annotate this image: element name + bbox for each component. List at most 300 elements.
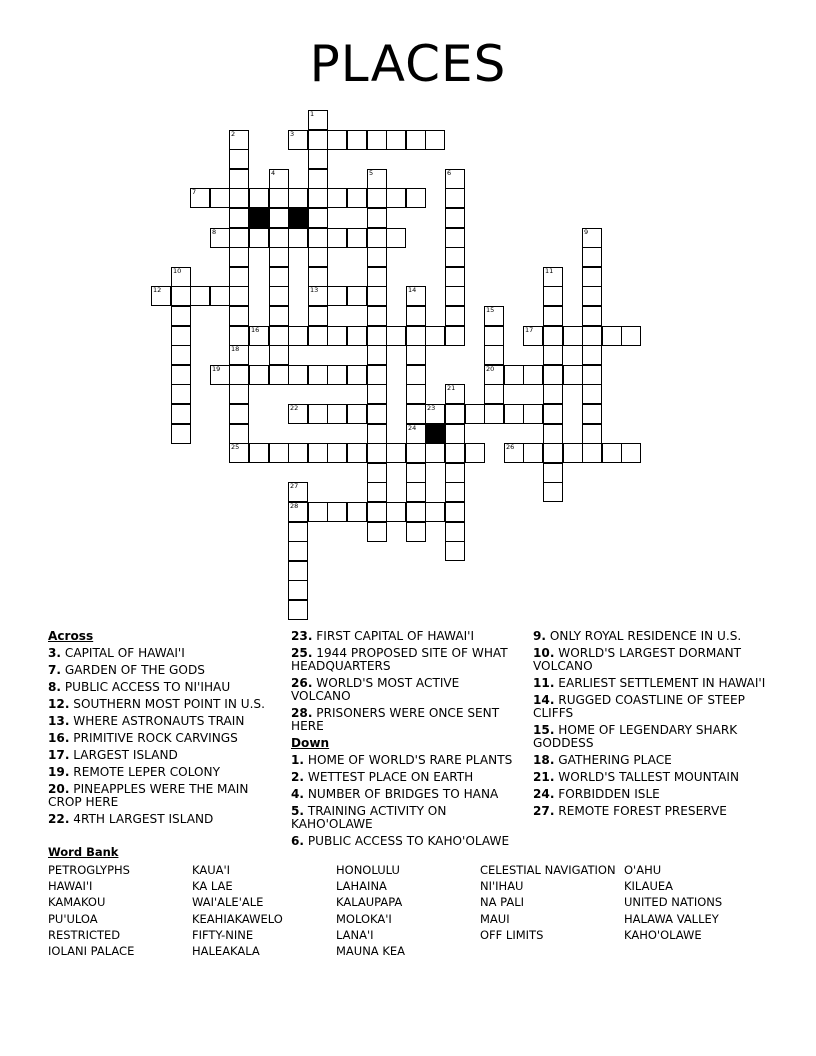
grid-cell[interactable]: [445, 326, 465, 346]
word-bank-item: WAI'ALE'ALE: [192, 895, 264, 910]
grid-cell[interactable]: [229, 149, 249, 169]
grid-cell[interactable]: [367, 326, 387, 346]
grid-cell[interactable]: [269, 286, 289, 306]
grid-cell[interactable]: [269, 247, 289, 267]
word-bank-item: FIFTY-NINE: [192, 927, 254, 942]
word-bank-item: RESTRICTED: [48, 927, 121, 942]
cell-number: 26: [506, 443, 515, 451]
grid-cell[interactable]: [288, 404, 308, 424]
grid-cell[interactable]: [425, 326, 445, 346]
grid-cell[interactable]: [367, 482, 387, 502]
word-bank-item: CELESTIAL NAVIGATION: [480, 863, 616, 877]
grid-cell[interactable]: [308, 306, 328, 326]
grid-cell[interactable]: [347, 286, 367, 306]
grid-cell[interactable]: [543, 306, 563, 326]
grid-cell[interactable]: [406, 424, 426, 444]
word-bank-column-3: [336, 862, 486, 959]
grid-cell[interactable]: [582, 306, 602, 326]
grid-cell[interactable]: [229, 286, 249, 306]
grid-cell[interactable]: [229, 384, 249, 404]
cell-number: 23: [427, 404, 436, 412]
grid-cell[interactable]: [386, 326, 406, 346]
cell-number: 19: [212, 365, 221, 373]
grid-cell[interactable]: [543, 326, 563, 346]
grid-cell[interactable]: [425, 502, 445, 522]
grid-cell[interactable]: [582, 345, 602, 365]
cell-number: 5: [369, 169, 374, 177]
grid-cell[interactable]: [504, 365, 524, 385]
grid-cell[interactable]: [308, 326, 328, 346]
cell-number: 2: [231, 130, 236, 138]
grid-cell[interactable]: [543, 384, 563, 404]
grid-cell[interactable]: [327, 443, 347, 463]
grid-cell[interactable]: [269, 443, 289, 463]
cell-number: 9: [584, 228, 589, 236]
grid-cell[interactable]: [602, 443, 622, 463]
clue-down-5: 5. TRAINING ACTIVITY ON KAHO'OLAWE: [291, 804, 447, 831]
grid-cell[interactable]: [563, 326, 583, 346]
clue-across-13: 13. WHERE ASTRONAUTS TRAIN: [48, 714, 245, 728]
grid-cell[interactable]: [269, 169, 289, 189]
grid-cell[interactable]: [465, 404, 485, 424]
grid-cell[interactable]: [523, 365, 543, 385]
grid-cell[interactable]: [367, 365, 387, 385]
grid-cell[interactable]: [484, 384, 504, 404]
clue-across-25: 25. 1944 PROPOSED SITE OF WHAT HEADQUARTERS: [291, 646, 508, 673]
grid-cell[interactable]: [543, 365, 563, 385]
grid-cell[interactable]: [367, 247, 387, 267]
grid-cell[interactable]: [288, 561, 308, 581]
grid-cell[interactable]: [347, 502, 367, 522]
clue-across-28: 28. PRISONERS WERE ONCE SENT HERE: [291, 706, 500, 733]
grid-cell[interactable]: [308, 169, 328, 189]
grid-cell[interactable]: [406, 482, 426, 502]
grid-cell[interactable]: [327, 228, 347, 248]
grid-cell[interactable]: [367, 306, 387, 326]
grid-cell[interactable]: [425, 130, 445, 150]
grid-cell[interactable]: [367, 130, 387, 150]
grid-cell[interactable]: [425, 443, 445, 463]
word-bank: [48, 845, 723, 958]
clue-across-16: 16. PRIMITIVE ROCK CARVINGS: [48, 731, 238, 745]
grid-cell[interactable]: [445, 541, 465, 561]
grid-cell[interactable]: [210, 188, 230, 208]
grid-cell[interactable]: [229, 188, 249, 208]
grid-cell[interactable]: [229, 345, 249, 365]
grid-cell[interactable]: [308, 247, 328, 267]
grid-cell[interactable]: [308, 228, 328, 248]
word-bank-item: KALAUPAPA: [336, 895, 403, 910]
grid-cell[interactable]: [367, 208, 387, 228]
grid-cell[interactable]: [308, 443, 328, 463]
word-bank-item: HALAWA VALLEY: [624, 911, 719, 926]
cell-number: 11: [545, 267, 554, 275]
grid-cell[interactable]: [269, 306, 289, 326]
word-bank-item: KAHO'OLAWE: [624, 927, 702, 942]
grid-cell[interactable]: [347, 365, 367, 385]
cell-number: 28: [290, 502, 299, 510]
grid-cell[interactable]: [327, 130, 347, 150]
grid-cell[interactable]: [445, 522, 465, 542]
grid-cell[interactable]: [445, 443, 465, 463]
grid-cell[interactable]: [171, 345, 191, 365]
grid-cell[interactable]: [367, 502, 387, 522]
grid-cell[interactable]: [406, 345, 426, 365]
grid-cell[interactable]: [308, 502, 328, 522]
grid-cell[interactable]: [445, 286, 465, 306]
word-bank-item: PU'ULOA: [48, 911, 98, 926]
grid-cell[interactable]: [386, 502, 406, 522]
cell-number: 4: [271, 169, 276, 177]
grid-cell[interactable]: [229, 365, 249, 385]
clue-across-17: 17. LARGEST ISLAND: [48, 748, 178, 762]
grid-cell[interactable]: [249, 228, 269, 248]
grid-cell[interactable]: [229, 306, 249, 326]
grid-cell[interactable]: [269, 228, 289, 248]
word-bank-item: O'AHU: [624, 863, 662, 877]
grid-cell[interactable]: [367, 188, 387, 208]
grid-cell[interactable]: [406, 502, 426, 522]
grid-cell[interactable]: [308, 286, 328, 306]
clues-column-1: [48, 630, 273, 830]
grid-cell[interactable]: [484, 306, 504, 326]
grid-cell[interactable]: [367, 443, 387, 463]
grid-cell[interactable]: [484, 345, 504, 365]
grid-cell[interactable]: [249, 326, 269, 346]
grid-cell[interactable]: [229, 267, 249, 287]
clue-down-9: 9. ONLY ROYAL RESIDENCE IN U.S.: [533, 629, 742, 643]
grid-cell[interactable]: [406, 326, 426, 346]
word-bank-item: OFF LIMITS: [480, 927, 544, 942]
word-bank-item: NA PALI: [480, 895, 524, 910]
grid-cell[interactable]: [347, 326, 367, 346]
grid-cell[interactable]: [406, 443, 426, 463]
clue-down-1: 1. HOME OF WORLD'S RARE PLANTS: [291, 753, 513, 767]
grid-block: [288, 208, 308, 228]
grid-cell[interactable]: [229, 443, 249, 463]
clue-down-21: 21. WORLD'S TALLEST MOUNTAIN: [533, 770, 740, 784]
grid-cell[interactable]: [445, 404, 465, 424]
clue-across-20: 20. PINEAPPLES WERE THE MAIN CROP HERE: [48, 782, 249, 809]
grid-cell[interactable]: [288, 443, 308, 463]
clue-across-26: 26. WORLD'S MOST ACTIVE VOLCANO: [291, 676, 460, 703]
grid-cell[interactable]: [308, 149, 328, 169]
grid-cell[interactable]: [327, 326, 347, 346]
clue-down-6: 6. PUBLIC ACCESS TO KAHO'OLAWE: [291, 834, 510, 848]
grid-cell[interactable]: [190, 188, 210, 208]
across-header: Across: [48, 629, 94, 643]
word-bank-column-1: [48, 862, 198, 959]
grid-cell[interactable]: [621, 326, 641, 346]
grid-cell[interactable]: [347, 443, 367, 463]
grid-cell[interactable]: [523, 326, 543, 346]
grid-cell[interactable]: [308, 365, 328, 385]
grid-cell[interactable]: [171, 306, 191, 326]
grid-cell[interactable]: [210, 228, 230, 248]
grid-cell[interactable]: [445, 247, 465, 267]
grid-cell[interactable]: [229, 326, 249, 346]
grid-cell[interactable]: [543, 404, 563, 424]
grid-cell[interactable]: [229, 228, 249, 248]
grid-cell[interactable]: [445, 306, 465, 326]
grid-cell[interactable]: [269, 267, 289, 287]
word-bank-item: KA LAE: [192, 879, 233, 894]
grid-cell[interactable]: [249, 443, 269, 463]
grid-cell[interactable]: [171, 404, 191, 424]
clue-across-22: 22. 4RTH LARGEST ISLAND: [48, 812, 214, 826]
word-bank-item: LANA'I: [336, 927, 374, 942]
grid-cell[interactable]: [445, 228, 465, 248]
word-bank-item: HALEAKALA: [192, 943, 260, 958]
clues-column-3: [533, 630, 768, 822]
grid-cell[interactable]: [582, 424, 602, 444]
grid-cell[interactable]: [504, 443, 524, 463]
grid-cell[interactable]: [367, 345, 387, 365]
down-header: Down: [291, 736, 330, 750]
grid-cell[interactable]: [171, 365, 191, 385]
grid-cell[interactable]: [288, 188, 308, 208]
cell-number: 8: [212, 228, 217, 236]
cell-number: 17: [525, 326, 534, 334]
grid-cell[interactable]: [523, 404, 543, 424]
grid-cell[interactable]: [288, 522, 308, 542]
grid-cell[interactable]: [288, 365, 308, 385]
word-bank-item: HONOLULU: [336, 863, 400, 877]
grid-cell[interactable]: [406, 306, 426, 326]
grid-cell[interactable]: [308, 208, 328, 228]
grid-cell[interactable]: [582, 384, 602, 404]
grid-cell[interactable]: [523, 443, 543, 463]
grid-cell[interactable]: [367, 384, 387, 404]
grid-cell[interactable]: [308, 110, 328, 130]
word-bank-item: UNITED NATIONS: [624, 895, 723, 910]
grid-cell[interactable]: [249, 188, 269, 208]
grid-cell[interactable]: [445, 424, 465, 444]
cell-number: 10: [173, 267, 182, 275]
grid-cell[interactable]: [386, 228, 406, 248]
grid-cell[interactable]: [269, 188, 289, 208]
clue-down-2: 2. WETTEST PLACE ON EARTH: [291, 770, 474, 784]
grid-cell[interactable]: [406, 188, 426, 208]
grid-cell[interactable]: [347, 228, 367, 248]
grid-cell[interactable]: [367, 286, 387, 306]
grid-cell[interactable]: [288, 228, 308, 248]
cell-number: 25: [231, 443, 240, 451]
grid-cell[interactable]: [484, 365, 504, 385]
cell-number: 24: [408, 424, 417, 432]
grid-cell[interactable]: [367, 424, 387, 444]
clue-across-23: 23. FIRST CAPITAL OF HAWAI'I: [291, 629, 475, 643]
grid-cell[interactable]: [582, 286, 602, 306]
grid-cell[interactable]: [288, 600, 308, 620]
grid-cell[interactable]: [308, 404, 328, 424]
grid-cell[interactable]: [347, 130, 367, 150]
clue-across-12: 12. SOUTHERN MOST POINT IN U.S.: [48, 697, 265, 711]
grid-cell[interactable]: [269, 208, 289, 228]
grid-cell[interactable]: [210, 365, 230, 385]
grid-cell[interactable]: [445, 384, 465, 404]
grid-cell[interactable]: [582, 443, 602, 463]
grid-cell[interactable]: [445, 267, 465, 287]
grid-cell[interactable]: [288, 326, 308, 346]
grid-cell[interactable]: [543, 443, 563, 463]
clues-column-2: [291, 630, 521, 852]
grid-cell[interactable]: [229, 208, 249, 228]
grid-cell[interactable]: [484, 404, 504, 424]
grid-cell[interactable]: [327, 365, 347, 385]
grid-cell[interactable]: [288, 541, 308, 561]
word-bank-item: NI'IHAU: [480, 879, 524, 894]
grid-cell[interactable]: [229, 404, 249, 424]
grid-cell[interactable]: [249, 365, 269, 385]
grid-cell[interactable]: [445, 188, 465, 208]
cell-number: 13: [310, 286, 319, 294]
word-bank-item: LAHAINA: [336, 879, 387, 894]
grid-cell[interactable]: [347, 188, 367, 208]
grid-cell[interactable]: [327, 404, 347, 424]
grid-cell[interactable]: [543, 345, 563, 365]
word-bank-item: PETROGLYPHS: [48, 863, 130, 877]
cell-number: 22: [290, 404, 299, 412]
grid-cell[interactable]: [288, 580, 308, 600]
grid-cell[interactable]: [543, 482, 563, 502]
grid-cell[interactable]: [171, 384, 191, 404]
clue-down-10: 10. WORLD'S LARGEST DORMANT VOLCANO: [533, 646, 742, 673]
grid-cell[interactable]: [582, 267, 602, 287]
cell-number: 1: [310, 110, 315, 118]
grid-cell[interactable]: [543, 424, 563, 444]
clue-across-8: 8. PUBLIC ACCESS TO NI'IHAU: [48, 680, 231, 694]
grid-cell[interactable]: [406, 286, 426, 306]
grid-cell[interactable]: [582, 326, 602, 346]
clue-across-3: 3. CAPITAL OF HAWAI'I: [48, 646, 185, 660]
grid-cell[interactable]: [308, 130, 328, 150]
cell-number: 12: [153, 286, 162, 294]
cell-number: 3: [290, 130, 295, 138]
word-bank-column-2: [192, 862, 342, 959]
grid-cell[interactable]: [171, 286, 191, 306]
grid-cell[interactable]: [543, 463, 563, 483]
grid-cell[interactable]: [445, 463, 465, 483]
grid-cell[interactable]: [465, 443, 485, 463]
word-bank-item: IOLANI PALACE: [48, 943, 135, 958]
grid-cell[interactable]: [386, 130, 406, 150]
grid-cell[interactable]: [190, 286, 210, 306]
clue-down-11: 11. EARLIEST SETTLEMENT IN HAWAI'I: [533, 676, 766, 690]
grid-cell[interactable]: [367, 522, 387, 542]
word-bank-item: KAMAKOU: [48, 895, 106, 910]
grid-cell[interactable]: [171, 326, 191, 346]
grid-cell[interactable]: [582, 228, 602, 248]
grid-cell[interactable]: [563, 365, 583, 385]
grid-cell[interactable]: [543, 267, 563, 287]
cell-number: 16: [251, 326, 260, 334]
grid-block: [425, 424, 445, 444]
grid-cell[interactable]: [327, 502, 347, 522]
cell-number: 6: [447, 169, 452, 177]
grid-cell[interactable]: [269, 365, 289, 385]
clue-down-18: 18. GATHERING PLACE: [533, 753, 672, 767]
grid-cell[interactable]: [269, 326, 289, 346]
grid-cell[interactable]: [327, 188, 347, 208]
grid-cell[interactable]: [582, 247, 602, 267]
grid-cell[interactable]: [288, 130, 308, 150]
grid-cell[interactable]: [563, 443, 583, 463]
grid-cell[interactable]: [171, 424, 191, 444]
grid-cell[interactable]: [406, 404, 426, 424]
cell-number: 18: [231, 345, 240, 353]
cell-number: 20: [486, 365, 495, 373]
grid-cell[interactable]: [445, 482, 465, 502]
clue-across-19: 19. REMOTE LEPER COLONY: [48, 765, 220, 779]
grid-cell[interactable]: [406, 365, 426, 385]
cell-number: 21: [447, 384, 456, 392]
grid-cell[interactable]: [425, 404, 445, 424]
grid-cell[interactable]: [269, 345, 289, 365]
grid-cell[interactable]: [406, 384, 426, 404]
grid-cell[interactable]: [386, 188, 406, 208]
grid-cell[interactable]: [229, 247, 249, 267]
grid-cell[interactable]: [602, 326, 622, 346]
grid-cell[interactable]: [582, 404, 602, 424]
grid-cell[interactable]: [347, 404, 367, 424]
word-bank-title: Word Bank: [48, 845, 119, 859]
grid-cell[interactable]: [288, 502, 308, 522]
word-bank-item: MAUNA KEA: [336, 943, 406, 958]
cell-number: 14: [408, 286, 417, 294]
grid-cell[interactable]: [367, 228, 387, 248]
word-bank-column-4: [480, 862, 630, 943]
grid-cell[interactable]: [229, 424, 249, 444]
grid-cell[interactable]: [484, 326, 504, 346]
grid-cell[interactable]: [406, 130, 426, 150]
grid-cell[interactable]: [386, 443, 406, 463]
grid-cell[interactable]: [621, 443, 641, 463]
grid-cell[interactable]: [229, 130, 249, 150]
grid-cell[interactable]: [151, 286, 171, 306]
grid-cell[interactable]: [367, 404, 387, 424]
clue-down-4: 4. NUMBER OF BRIDGES TO HANA: [291, 787, 499, 801]
grid-cell[interactable]: [171, 267, 191, 287]
grid-cell[interactable]: [543, 286, 563, 306]
cell-number: 7: [192, 188, 197, 196]
grid-cell[interactable]: [308, 188, 328, 208]
grid-cell[interactable]: [504, 404, 524, 424]
word-bank-item: MAUI: [480, 911, 510, 926]
grid-cell[interactable]: [406, 463, 426, 483]
grid-cell[interactable]: [582, 365, 602, 385]
cell-number: 27: [290, 482, 299, 490]
grid-cell[interactable]: [445, 208, 465, 228]
grid-cell[interactable]: [367, 169, 387, 189]
grid-cell[interactable]: [327, 286, 347, 306]
cell-number: 15: [486, 306, 495, 314]
grid-cell[interactable]: [308, 267, 328, 287]
word-bank-item: HAWAI'I: [48, 879, 93, 894]
grid-cell[interactable]: [229, 169, 249, 189]
grid-cell[interactable]: [406, 522, 426, 542]
word-bank-item: KILAUEA: [624, 879, 674, 894]
clue-across-7: 7. GARDEN OF THE GODS: [48, 663, 205, 677]
grid-block: [249, 208, 269, 228]
grid-cell[interactable]: [445, 169, 465, 189]
word-bank-item: KAUA'I: [192, 863, 231, 877]
grid-cell[interactable]: [445, 502, 465, 522]
grid-cell[interactable]: [367, 267, 387, 287]
grid-cell[interactable]: [210, 286, 230, 306]
grid-cell[interactable]: [367, 463, 387, 483]
grid-cell[interactable]: [288, 482, 308, 502]
